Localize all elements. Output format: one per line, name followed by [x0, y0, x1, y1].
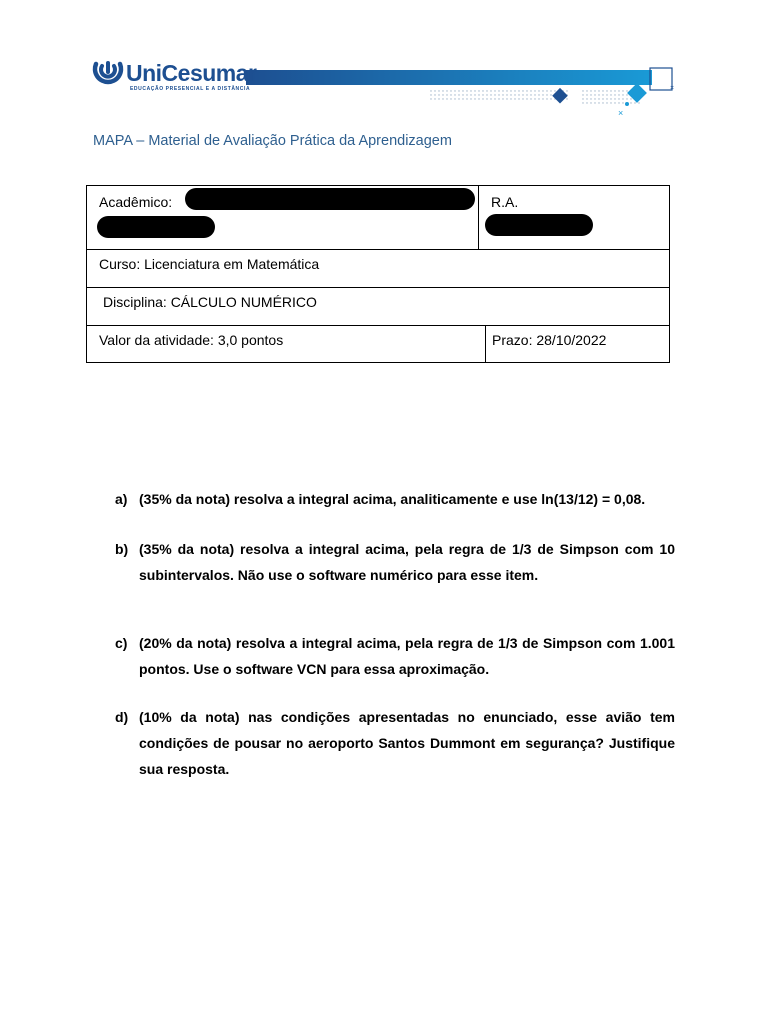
curso-cell: Curso: Licenciatura em Matemática	[87, 250, 670, 288]
logo-tagline: EDUCAÇÃO PRESENCIAL E A DISTÂNCIA	[130, 86, 251, 92]
curso-row	[87, 250, 670, 288]
question-letter: a)	[115, 491, 128, 507]
valor-prazo-row	[87, 326, 670, 363]
ra-label: R.A.	[491, 194, 519, 210]
student-row	[87, 186, 670, 250]
redacted-name-mark-2	[97, 216, 215, 238]
questions-list	[115, 486, 675, 782]
logo-name: UniCesumar	[126, 60, 257, 86]
question-letter: d)	[115, 709, 129, 725]
question-letter: b)	[115, 541, 129, 557]
question-b	[115, 536, 675, 588]
document-header	[90, 58, 680, 118]
question-text: (35% da nota) resolva a integral acima, pela regra de 1/3 de Simpson com 10 subintervalos. Não use o software numérico para esse item.	[139, 541, 675, 583]
academico-label: Acadêmico:	[99, 194, 173, 210]
unicesumar-logo-icon	[90, 58, 126, 92]
question-text: (10% da nota) nas condições apresentadas no enunciado, esse avião tem condições de pousar no aeroporto Santos Dummont em segurança? Justifique sua resposta.	[139, 709, 675, 777]
svg-text:×: ×	[670, 85, 675, 92]
prazo-cell: Prazo: 28/10/2022	[486, 326, 670, 363]
question-d	[115, 704, 675, 782]
academico-cell	[87, 186, 479, 250]
question-c	[115, 630, 675, 682]
disciplina-row	[87, 288, 670, 326]
document-title: MAPA – Material de Avaliação Prática da Aprendizagem	[93, 133, 452, 149]
ra-cell	[479, 186, 670, 250]
disciplina-cell: Disciplina: CÁLCULO NUMÉRICO	[87, 288, 670, 326]
redacted-name-mark	[185, 188, 475, 210]
student-info-table	[86, 185, 670, 363]
question-letter: c)	[115, 635, 128, 651]
redacted-ra-mark	[485, 214, 593, 236]
question-text: (35% da nota) resolva a integral acima, analiticamente e use ln(13/12) = 0,08.	[139, 491, 646, 507]
valor-cell: Valor da atividade: 3,0 pontos	[87, 326, 486, 363]
svg-text:×: ×	[618, 108, 624, 118]
question-a	[115, 486, 675, 512]
question-text: (20% da nota) resolva a integral acima, pela regra de 1/3 de Simpson com 1.001 pontos. Use o software VCN para essa aproximação.	[139, 635, 675, 677]
